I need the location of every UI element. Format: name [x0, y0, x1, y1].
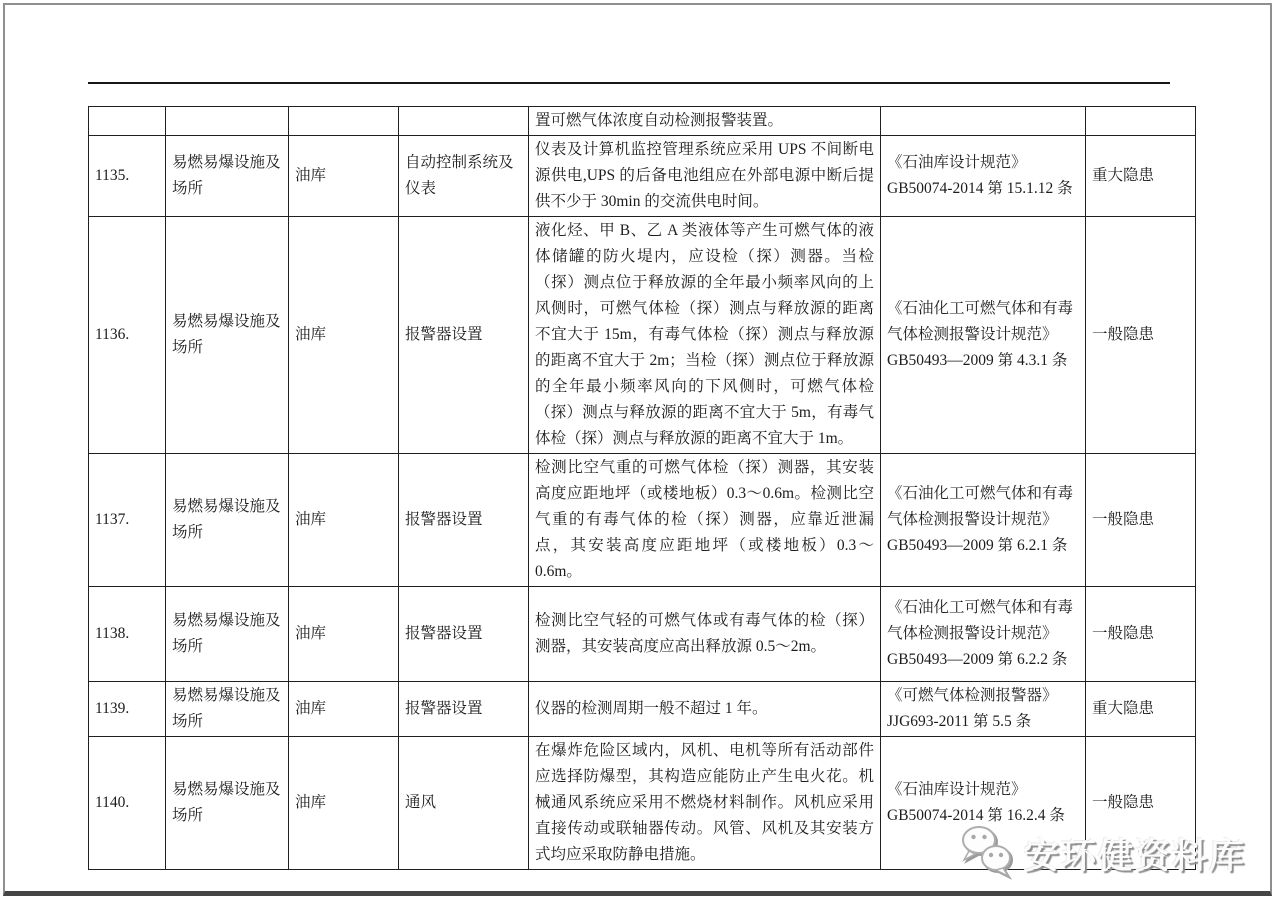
table-row [89, 682, 1196, 737]
watermark-label: 安环健资料库 [1023, 836, 1246, 876]
cell-location: 油库 [289, 737, 399, 870]
hazard-checklist-table [88, 106, 1196, 870]
cell-severity: 一般隐患 [1086, 454, 1196, 587]
cell-reference: 《石油库设计规范》GB50074-2014 第 16.2.4 条 [881, 737, 1086, 870]
cell-category: 易燃易爆设施及场所 [166, 454, 289, 587]
cell-reference: 《石油库设计规范》GB50074-2014 第 15.1.12 条 [881, 136, 1086, 217]
cell-number: 1139. [89, 682, 166, 737]
cell-item [399, 107, 529, 136]
cell-severity: 重大隐患 [1086, 682, 1196, 737]
cell-item: 自动控制系统及仪表 [399, 136, 529, 217]
cell-description: 仪表及计算机监控管理系统应采用 UPS 不间断电源供电,UPS 的后备电池组应在外部电源中断后提供不少于 30min 的交流供电时间。 [529, 136, 881, 217]
table-row [89, 454, 1196, 587]
cell-location: 油库 [289, 217, 399, 454]
cell-number: 1136. [89, 217, 166, 454]
cell-location: 油库 [289, 136, 399, 217]
cell-item: 报警器设置 [399, 454, 529, 587]
cell-number: 1140. [89, 737, 166, 870]
cell-description: 检测比空气重的可燃气体检（探）测器，其安装高度应距地坪（或楼地板）0.3～0.6m。检测比空气重的有毒气体的检（探）测器，应靠近泄漏点，其安装高度应距地坪（或楼地板）0.3～0.6m。 [529, 454, 881, 587]
cell-location [289, 107, 399, 136]
wechat-icon [958, 824, 1016, 883]
cell-description: 置可燃气体浓度自动检测报警装置。 [529, 107, 881, 136]
cell-category: 易燃易爆设施及场所 [166, 217, 289, 454]
cell-severity: 一般隐患 [1086, 587, 1196, 682]
cell-description: 液化烃、甲 B、乙 A 类液体等产生可燃气体的液体储罐的防火堤内，应设检（探）测器。当检（探）测点位于释放源的全年最小频率风向的上风侧时，可燃气体检（探）测点与释放源的距离不宜大于 15m，有毒气体检（探）测点与释放源的距离不宜大于 2m；当检（探）测点位于释放源的全年最小频率风向的下风侧时，可燃气体检（探）测点与释放源的距离不宜大于 5m，有毒气体检（探）测点与释放源的距离不宜大于 1m。 [529, 217, 881, 454]
cell-reference: 《石油化工可燃气体和有毒气体检测报警设计规范》GB50493—2009 第 4.3.1 条 [881, 217, 1086, 454]
cell-item: 报警器设置 [399, 217, 529, 454]
cell-location: 油库 [289, 682, 399, 737]
cell-number: 1135. [89, 136, 166, 217]
cell-description: 仪器的检测周期一般不超过 1 年。 [529, 682, 881, 737]
table-row [89, 587, 1196, 682]
cell-description: 检测比空气轻的可燃气体或有毒气体的检（探）测器，其安装高度应高出释放源 0.5～2m。 [529, 587, 881, 682]
watermark [958, 824, 1246, 883]
cell-severity: 一般隐患 [1086, 737, 1196, 870]
cell-category: 易燃易爆设施及场所 [166, 682, 289, 737]
cell-reference: 《可燃气体检测报警器》JJG693-2011 第 5.5 条 [881, 682, 1086, 737]
cell-number: 1137. [89, 454, 166, 587]
cell-category: 易燃易爆设施及场所 [166, 136, 289, 217]
cell-item: 报警器设置 [399, 587, 529, 682]
cell-severity [1086, 107, 1196, 136]
cell-reference [881, 107, 1086, 136]
cell-reference: 《石油化工可燃气体和有毒气体检测报警设计规范》GB50493—2009 第 6.2.2 条 [881, 587, 1086, 682]
cell-reference: 《石油化工可燃气体和有毒气体检测报警设计规范》GB50493—2009 第 6.2.1 条 [881, 454, 1086, 587]
table-row [89, 217, 1196, 454]
cell-category: 易燃易爆设施及场所 [166, 587, 289, 682]
cell-severity: 重大隐患 [1086, 136, 1196, 217]
cell-number: 1138. [89, 587, 166, 682]
cell-category [166, 107, 289, 136]
cell-location: 油库 [289, 587, 399, 682]
cell-location: 油库 [289, 454, 399, 587]
table-row [89, 136, 1196, 217]
cell-number [89, 107, 166, 136]
cell-item: 报警器设置 [399, 682, 529, 737]
header-rule [88, 82, 1170, 84]
cell-category: 易燃易爆设施及场所 [166, 737, 289, 870]
cell-item: 通风 [399, 737, 529, 870]
table-row-continuation [89, 107, 1196, 136]
cell-description: 在爆炸危险区域内，风机、电机等所有活动部件应选择防爆型，其构造应能防止产生电火花。机械通风系统应采用不燃烧材料制作。风机应采用直接传动或联轴器传动。风管、风机及其安装方式均应采取防静电措施。 [529, 737, 881, 870]
cell-severity: 一般隐患 [1086, 217, 1196, 454]
